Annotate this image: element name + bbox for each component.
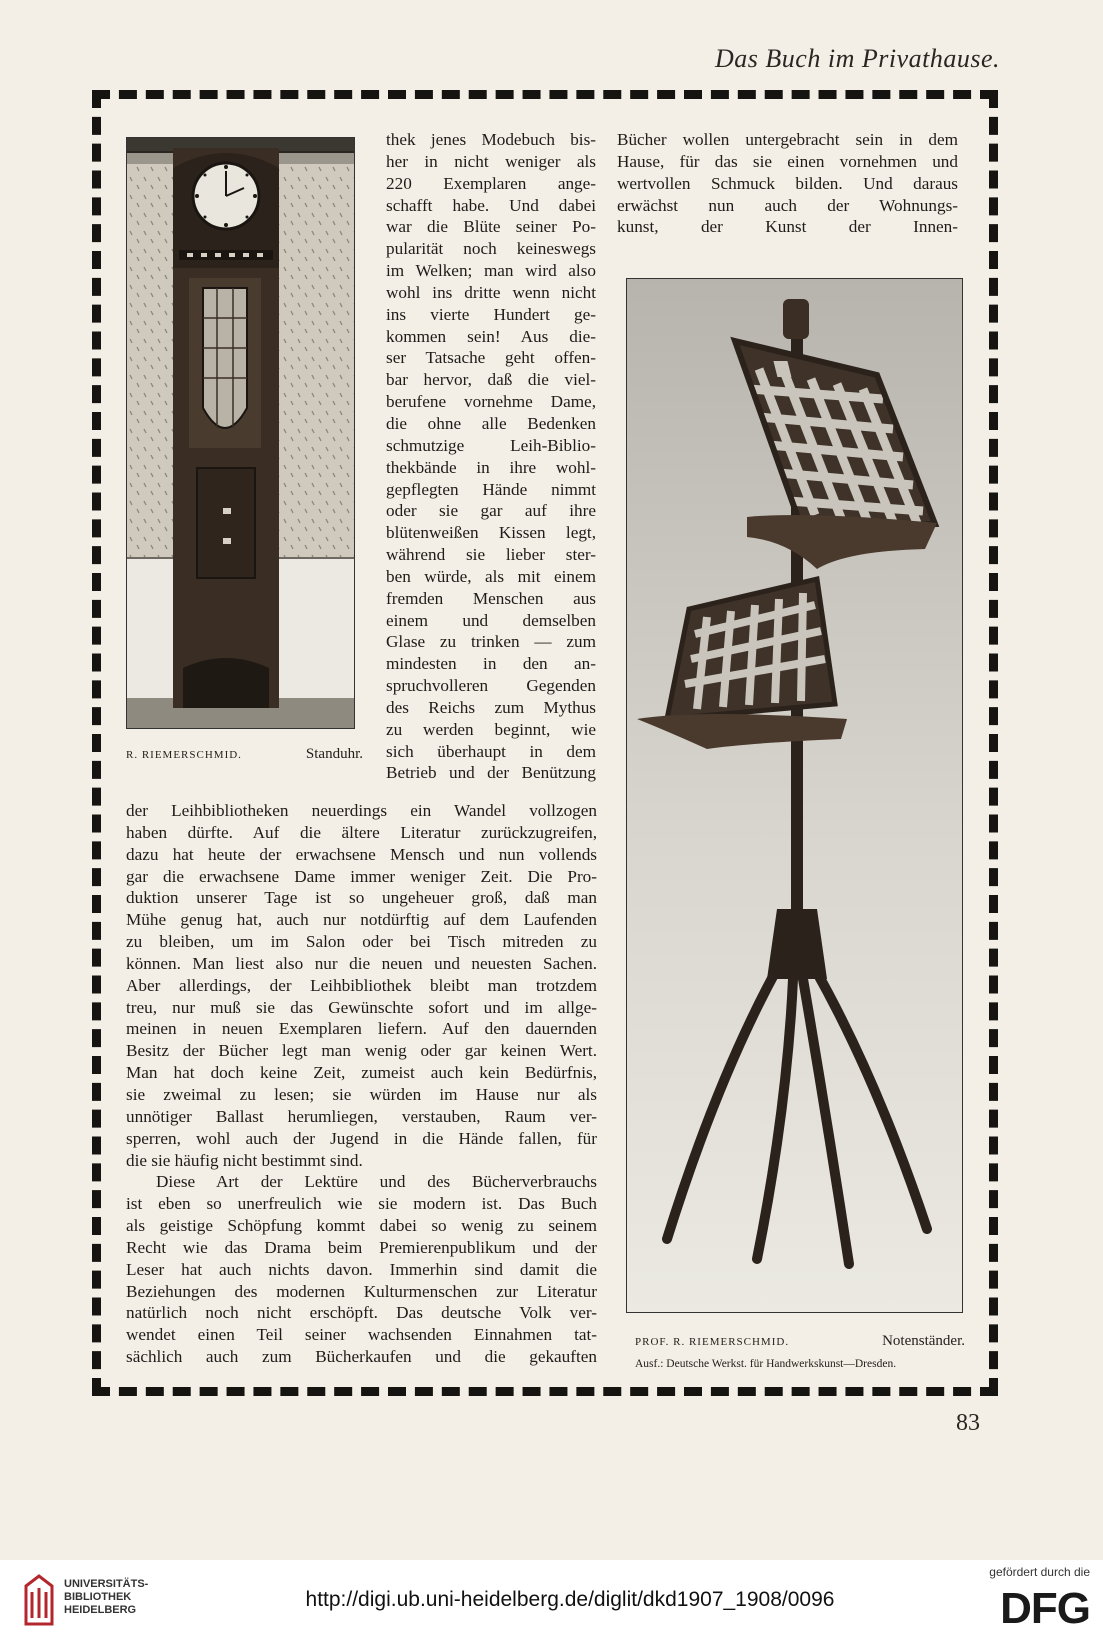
text-line: war die Blüte seiner Po-	[386, 217, 596, 237]
text-line: blütenweißen Kissen legt,	[386, 523, 596, 543]
text-line: Man hat doch keine Zeit, zumeist auch kein Bedürfnis,	[126, 1063, 597, 1083]
text-line: treu, nur muß sie das Gewünschte sofort und im allge-	[126, 997, 597, 1017]
stand-caption	[635, 1333, 965, 1350]
text-line: erwächst nun auch der Wohnungs-	[617, 195, 958, 215]
dfg-logo: DFG	[1000, 1584, 1090, 1633]
text-line: thek jenes Modebuch bis-	[386, 130, 596, 149]
text-line: gepflegten Hände nimmt	[386, 479, 596, 499]
text-line: sie zweimal zu lesen; sie würden im Hause nur als	[126, 1084, 597, 1104]
text-line: zu bleiben, um im Salon oder bei Tisch mitreden zu	[126, 932, 597, 952]
text-line: kunst, der Kunst der Innen-	[617, 217, 958, 237]
text-line: Bücher wollen untergebracht sein in dem	[617, 130, 958, 149]
text-line: sich überhaupt in dem	[386, 741, 596, 761]
text-line: wendet einen Teil seiner wachsenden Einnahmen tat-	[126, 1325, 597, 1345]
stand-caption-execution: Ausf.: Deutsche Werkst. für Handwerkskunst—Dresden.	[635, 1358, 897, 1370]
text-line: zu werden beginnt, wie	[386, 719, 596, 739]
left-text-column	[126, 800, 597, 1368]
text-line: die sie häufig nicht bestimmt sind.	[126, 1150, 363, 1170]
text-line: oder sie gar auf ihre	[386, 501, 596, 521]
text-line: gar die erwachsene Dame immer weniger Zeit. Die Pro-	[126, 866, 597, 886]
text-line: Hause, für das sie einen vornehmen und	[617, 151, 958, 171]
text-line: die ohne alle Bedenken	[386, 413, 596, 433]
text-line: pularität noch keineswegs	[386, 239, 596, 259]
text-line: mindesten in den an-	[386, 654, 596, 674]
page-number: 83	[956, 1410, 980, 1436]
text-line: berufene vornehme Dame,	[386, 392, 596, 412]
text-line: einem und demselben	[386, 610, 596, 630]
library-name-line: HEIDELBERG	[64, 1604, 137, 1616]
clock-caption-title: Standuhr.	[305, 746, 363, 762]
text-line: wohl ins dritte wenn nicht	[386, 282, 596, 302]
text-line: ben würde, als mit einem	[386, 566, 596, 586]
funded-by-label: gefördert durch die	[989, 1565, 1090, 1579]
clock-photo	[126, 137, 355, 729]
running-head: Das Buch im Privathause.	[715, 44, 1000, 73]
text-line: thekbände in ihre wohl-	[386, 457, 596, 477]
text-line: ins vierte Hundert ge-	[386, 304, 596, 324]
clock-caption-author: R. RIEMERSCHMID.	[126, 749, 242, 761]
right-text-column	[617, 129, 958, 238]
stand-caption-title: Notenständer.	[882, 1333, 965, 1349]
text-line: dazu hat heute der erwachsene Mensch und nun vollends	[126, 844, 597, 864]
text-line: haben dürfte. Auf die ältere Literatur zurückzugreifen,	[126, 822, 597, 842]
digitization-url[interactable]: http://digi.ub.uni-heidelberg.de/diglit/dkd1907_1908/0096	[305, 1588, 835, 1611]
text-line: schmutzige Leih-Biblio-	[386, 435, 596, 455]
text-line: Diese Art der Lektüre und des Bücherverbrauchs	[156, 1172, 597, 1192]
text-line: Mühe genug hat, auch nur notdürftig auf dem Laufenden	[126, 910, 597, 930]
text-line: fremden Menschen aus	[386, 588, 596, 608]
text-line: her in nicht weniger als	[386, 151, 596, 171]
text-line: Betrieb und der Benützung	[386, 763, 596, 783]
text-line: im Welken; man wird also	[386, 261, 596, 281]
university-library-logo-icon	[22, 1572, 56, 1628]
text-line: des Reichs zum Mythus	[386, 697, 596, 717]
text-line: 220 Exemplaren ange-	[386, 173, 596, 193]
text-line: bar hervor, daß die viel-	[386, 370, 596, 390]
stand-caption-author: PROF. R. RIEMERSCHMID.	[635, 1336, 790, 1348]
university-library-name	[64, 1578, 164, 1617]
text-line: der Leihbibliotheken neuerdings ein Wandel vollzogen	[126, 801, 597, 820]
text-line: sächlich auch zum Bücherkaufen und die gekauften	[126, 1347, 597, 1367]
music-stand-illustration	[627, 279, 963, 1313]
text-line: wertvollen Schmuck bilden. Und daraus	[617, 173, 958, 193]
text-line: sperren, wohl auch der Jugend in die Hände fallen, für	[126, 1128, 597, 1148]
text-line: Aber allerdings, der Leihbibliothek bleibt man trotzdem	[126, 975, 597, 995]
text-line: ist eben so unerfreulich wie sie modern ist. Das Buch	[126, 1194, 597, 1214]
text-line: als geistige Schöpfung kommt dabei so wenig zu seinem	[126, 1216, 597, 1236]
text-line: Beziehungen des modernen Kulturmenschen zur Literatur	[126, 1281, 597, 1301]
library-name-line: BIBLIOTHEK	[64, 1591, 132, 1603]
clock-caption	[126, 746, 363, 763]
grandfather-clock-illustration	[127, 138, 355, 729]
text-line: unnötiger Ballast herumliegen, verstauben, Raum ver-	[126, 1106, 597, 1126]
text-line: während sie lieber ster-	[386, 545, 596, 565]
text-line: Glase zu trinken — zum	[386, 632, 596, 652]
text-line: natürlich noch nicht erschöpft. Das deutsche Volk ver-	[126, 1303, 597, 1323]
text-line: ser Tatsache geht offen-	[386, 348, 596, 368]
text-line: duktion unserer Tage ist so ungeheuer groß, daß man	[126, 888, 597, 908]
text-line: Leser hat auch nichts davon. Immerhin sind damit die	[126, 1259, 597, 1279]
library-name-line: UNIVERSITÄTS-	[64, 1578, 149, 1590]
text-line: Recht wie das Drama beim Premierenpublikum und der	[126, 1237, 597, 1257]
narrow-text-column	[386, 129, 596, 784]
text-line: können. Man liest also nur die neuen und neuesten Sachen.	[126, 953, 597, 973]
text-line: spruchvolleren Gegenden	[386, 676, 596, 696]
text-line: Besitz der Bücher legt man wenig oder gar keinen Wert.	[126, 1041, 597, 1061]
text-line: meinen in neuen Exemplaren liefern. Auf den dauernden	[126, 1019, 597, 1039]
text-line: kommen sein! Aus die-	[386, 326, 596, 346]
music-stand-photo	[626, 278, 963, 1313]
text-line: schafft habe. Und dabei	[386, 195, 596, 215]
